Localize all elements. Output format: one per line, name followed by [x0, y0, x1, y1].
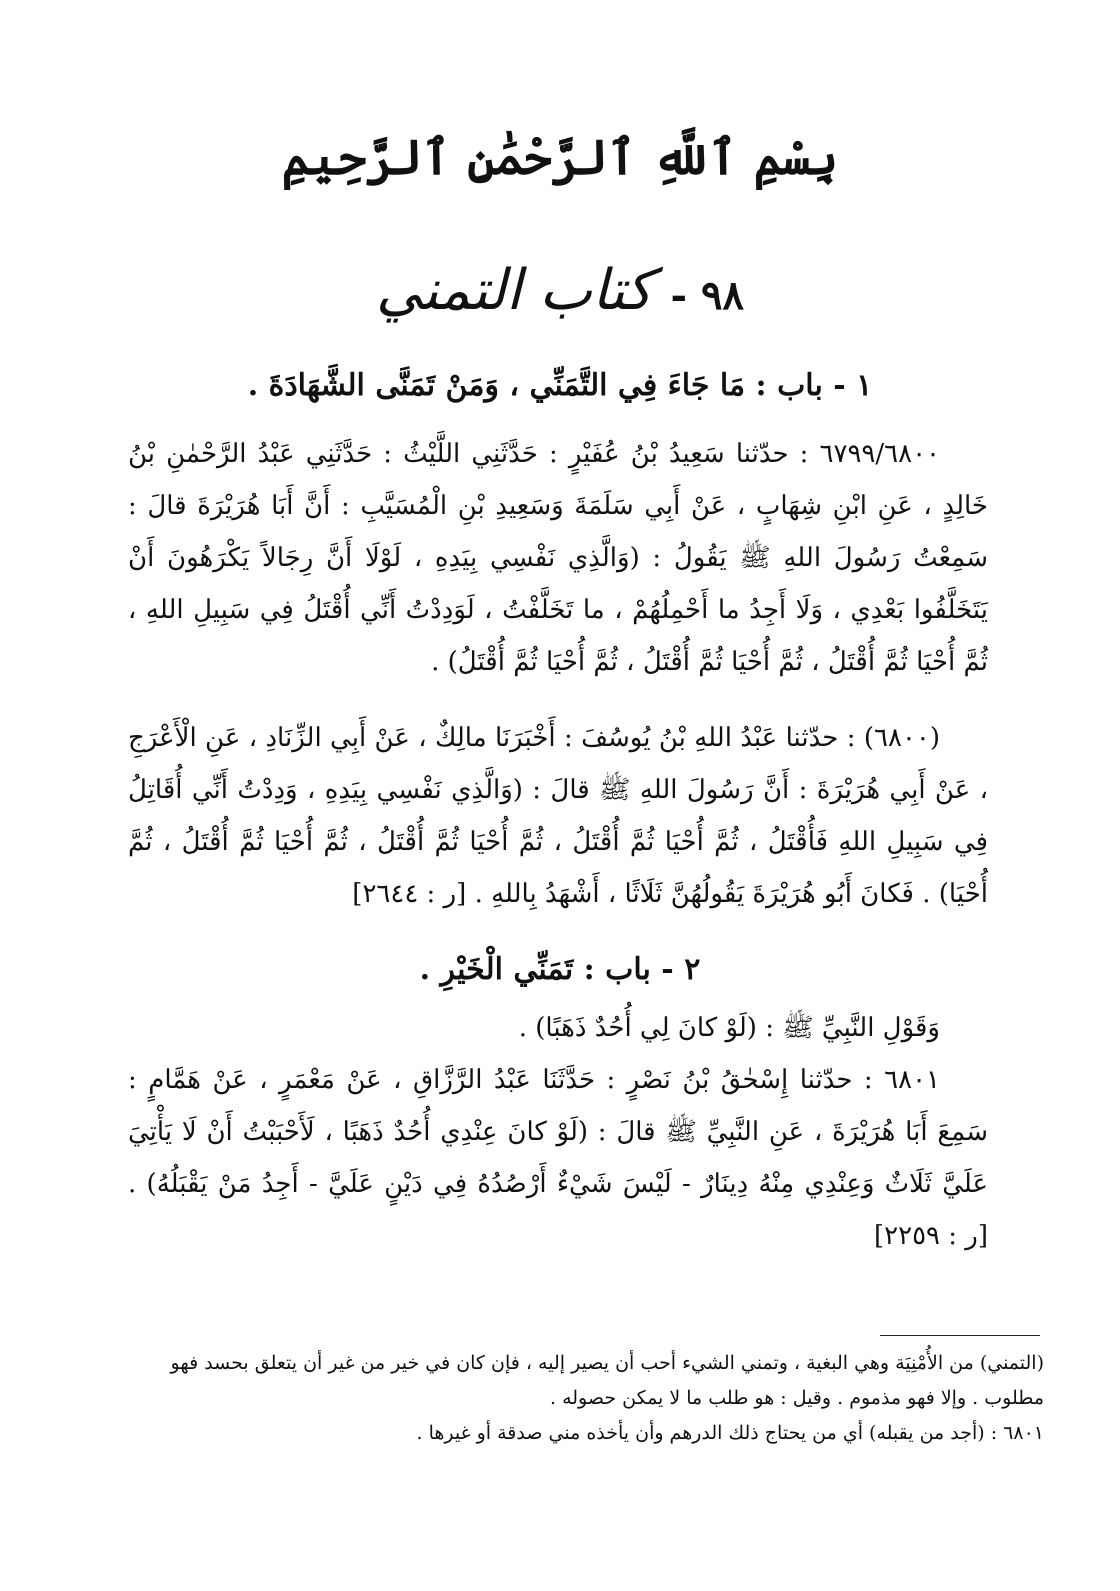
hadith-6801-reference: [ر : ٢٢٥٩] — [873, 1221, 988, 1251]
book-title — [0, 246, 1120, 341]
hadith-6800-reference: [ر : ٢٦٤٤] — [352, 879, 467, 909]
hadith-6801 — [128, 1054, 988, 1262]
chapter-2-intro: وَقَوْلِ النَّبِيِّ ﷺ : (لَوْ كانَ لِي أُحُدٌ ذَهَبًا) . — [518, 1013, 940, 1043]
footnote-6801: ٦٨٠١ : (أجد من يقبله) أي من يحتاج ذلك الدرهم وأن يأخذه مني صدقة أو غيرها . — [416, 1422, 1044, 1444]
chapter-heading-2: ٢ - باب : تَمَنِّي الْخَيْرِ . — [419, 952, 701, 987]
book-name: كتاب التمني — [376, 258, 653, 323]
footnote-tamanni: (التمني) من الأُمْنِيَة وهي البغية ، وتمني الشيء أحب أن يصير إليه ، فإن كان في خير من غير أن يتعلق بحسد فهو مطلوب . وإلا فهو مذموم . وقيل : هو طلب ما لا يمكن حصوله . — [170, 1352, 1044, 1409]
footnotes — [128, 1346, 1044, 1451]
hadith-6799-6800: ٦٧٩٩/٦٨٠٠ : حدّثنا سَعِيدُ بْنُ عُفَيْرٍ : حَدَّثَنِي اللَّيْثُ : حَدَّثَنِي عَبْدُ الرَّحْمٰنِ بْنُ خَالِدٍ ، عَنِ ابْنِ شِهَابٍ ، عَنْ أَبِي سَلَمَةَ وَسَعِيدِ بْنِ الْمُسَيَّبِ : أَنَّ أَبَا هُرَيْرَةَ قالَ : سَمِعْتُ رَسُولَ اللهِ ﷺ يَقُولُ : (وَالَّذِي نَفْسِي بِيَدِهِ ، لَوْلَا أَنَّ رِجَالاً يَكْرَهُونَ أَنْ يَتَخَلَّفُوا بَعْدِي ، وَلَا أَجِدُ ما أَحْمِلُهُمْ ، ما تَخَلَّفْتُ ، لَوَدِدْتُ أَنِّي أُقْتَلُ فِي سَبِيلِ اللهِ ، ثُمَّ أُحْيَا ثُمَّ أُقْتَلُ ، ثُمَّ أُحْيَا ثُمَّ أُقْتَلُ ، ثُمَّ أُحْيَا ثُمَّ أُقْتَلُ) . — [128, 439, 988, 677]
basmala-calligraphy: بِسْمِ ٱللَّهِ ٱلرَّحْمَٰنِ ٱلرَّحِيمِ — [281, 130, 839, 186]
hadith-6800 — [128, 712, 988, 920]
chapter-heading-1: ١ - باب : مَا جَاءَ فِي التَّمَنِّي ، وَمَنْ تَمَنَّى الشَّهَادَةَ . — [247, 368, 873, 403]
hadith-6801-text: ٦٨٠١ : حدّثنا إِسْحٰقُ بْنُ نَصْرٍ : حَدَّثَنَا عَبْدُ الرَّزَّاقِ ، عَنْ مَعْمَرٍ ، عَنْ هَمَّامٍ : سَمِعَ أَبَا هُرَيْرَةَ ، عَنِ النَّبِيِّ ﷺ قالَ : (لَوْ كانَ عِنْدِي أُحُدٌ ذَهَبًا ، لَأَحْبَبْتُ أَنْ لَا يَأْتِيَ عَلَيَّ ثَلَاثٌ وَعِنْدِي مِنْهُ دِينَارٌ - لَيْسَ شَيْءٌ أَرْصُدُهُ فِي دَيْنٍ عَلَيَّ - أَجِدُ مَنْ يَقْبَلُهُ) . — [128, 1065, 988, 1199]
hadith-6800-text: (٦٨٠٠) : حدّثنا عَبْدُ اللهِ بْنُ يُوسُفَ : أَخْبَرَنَا مالِكٌ ، عَنْ أَبِي الزِّنَادِ ، عَنِ الْأَعْرَجِ ، عَنْ أَبِي هُرَيْرَةَ : أَنَّ رَسُولَ اللهِ ﷺ قالَ : (وَالَّذِي نَفْسِي بِيَدِهِ ، وَدِدْتُ أَنِّي أُقَاتِلُ فِي سَبِيلِ اللهِ فَأُقْتَلُ ، ثُمَّ أُحْيَا ثُمَّ أُقْتَلُ ، ثُمَّ أُحْيَا ثُمَّ أُقْتَلُ ، ثُمَّ أُحْيَا ثُمَّ أُقْتَلُ ، ثُمَّ أُحْيَا) . فَكانَ أَبُو هُرَيْرَةَ يَقُولُهُنَّ ثَلَاثًا ، أَشْهَدُ بِاللهِ . — [128, 723, 988, 909]
book-number: ٩٨ - — [670, 272, 744, 319]
footnote-divider — [880, 1335, 1040, 1336]
